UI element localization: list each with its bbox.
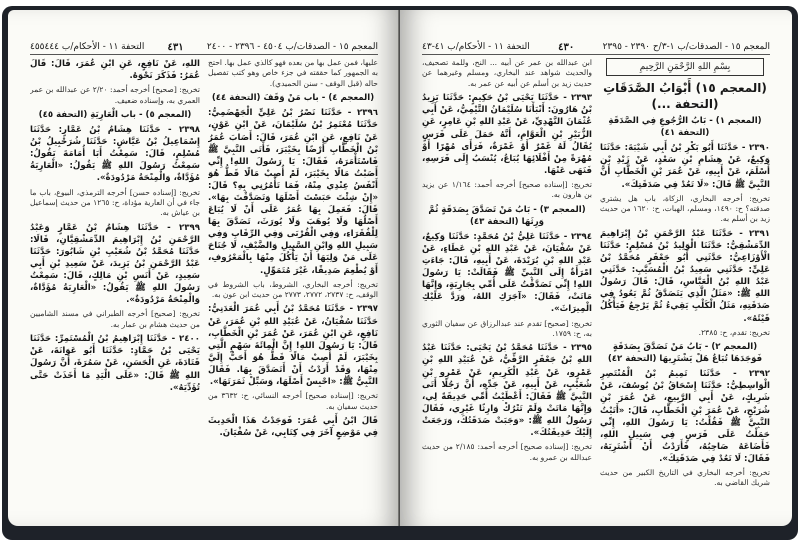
hadith-text: ٢٤٠٠ - حَدَّثَنَا إِبْرَاهِيمُ بْنُ الْمُسْتَمِرِّ: حَدَّثَنَا يَحْيَى بْنُ حَمَّادٍ: حَدَّثَنَا أَبُو عَوَانَةَ، عَنْ قَتَادَةَ، عَنِ الْحَسَنِ، عَنْ سَمُرَةَ، أَنَّ رَسُولَ اللهِ ﷺ قَالَ: «عَلَى الْيَدِ مَا أَخَذَتْ حَتَّى تُؤَدِّيَهُ».	[30, 334, 200, 393]
chapter-heading: (المعجم ٥) - باب الْعَارِيَةِ (التحفة ٤٥)	[38, 110, 192, 120]
hadith-text: ٢٣٩٨ - حَدَّثَنَا هِشَامُ بْنُ عَمَّارٍ: حَدَّثَنَا إِسْمَاعِيلُ بْنُ عَيَّاشٍ: حَدَّثَنَا شُرَحْبِيلُ بْنُ مُسْلِمٍ، قَالَ: سَمِعْتُ أَبَا أُمَامَةَ يَقُولُ: سَمِعْتُ رَسُولَ اللهِ ﷺ يَقُولُ: «الْعَارِيَةُ مُؤَدَّاةٌ، وَالْمِنْحَةُ مَرْدُودَةٌ».	[30, 125, 200, 184]
takhrij-note: تخريج: تقدم، ح: ٢٣٨٥.	[698, 327, 770, 337]
takhrij-note: تخريج: أخرجه البخاري، الشروط، باب الشروط في الوقف، ح: ٢٧٣٧، ٢٧٧٢، ٢٧٧٣ من حديث ابن عون به.	[208, 279, 378, 300]
right-header-left: التحفة ١١ - الأحكام/ب ٤١-٤٣	[422, 42, 530, 52]
takhrij-note: تخريج: [إسناده صحيح] أخرجه أحمد: ٢/١٨٥ من حديث عبدالله بن عمرو به.	[422, 442, 592, 462]
hadith-text: ٢٣٩٥ - حَدَّثَنَا مُحَمَّدُ بْنُ يَحْيَى: حَدَّثَنَا عَبْدُ اللهِ بْنُ جَعْفَرٍ الرَّقِّيُّ، عَنْ عُبَيْدِ اللهِ بْنِ عَمْرٍو، عَنْ عَبْدِ الْكَرِيمِ، عَنْ عَمْرِو بْنِ شُعَيْبٍ، عَنْ أَبِيهِ، عَنْ جَدِّهِ، أَنَّ رَجُلًا أَتَى النَّبِيَّ ﷺ فَقَالَ: أَعْطَيْتُ أُمِّي حَدِيقَةً لِي، وَإِنَّهَا مَاتَتْ وَلَمْ تَتْرُكْ وَارِثًا غَيْرِي، فَقَالَ رَسُولُ اللهِ ﷺ: «وَجَبَتْ صَدَقَتُكَ، وَرَجَعَتْ إِلَيْكَ حَدِيقَتُكَ».	[422, 343, 592, 438]
hadith-text: ٢٣٩١ - حَدَّثَنَا عَبْدُ الرَّحْمَنِ بْنُ إِبْرَاهِيمَ الدِّمَشْقِيُّ: حَدَّثَنَا الْوَلِيدُ بْنُ مُسْلِمٍ: حَدَّثَنَا الْأَوْزَاعِيُّ: حَدَّثَنِي أَبُو جَعْفَرٍ مُحَمَّدُ بْنُ عَلِيٍّ: حَدَّثَنِي سَعِيدُ بْنُ الْمُسَيَّبِ: حَدَّثَنِي عَبْدُ اللهِ بْنُ الْعَبَّاسِ، قَالَ: قَالَ رَسُولُ اللهِ ﷺ: «مَثَلُ الَّذِي يَتَصَدَّقُ ثُمَّ يَعُودُ فِي صَدَقَتِهِ، مَثَلُ الْكَلْبِ يَقِيءُ ثُمَّ يَرْجِعُ فَيَأْكُلُ قَيْئَهُ».	[600, 228, 770, 324]
hadith-text: اللهِ، عَنْ نَافِعٍ، عَنِ ابْنِ عُمَرَ، قَالَ: قَالَ عُمَرُ: فَذَكَرَ نَحْوَهُ.	[30, 59, 200, 82]
right-header-right: المعجم ١٥ - الصدقات/ب ١-٣/ح ٢٣٩٠ - ٢٣٩٥	[602, 42, 770, 52]
right-page-column-right	[600, 58, 770, 512]
chapter-heading: (المعجم ٤) - باب مَنْ وَقَفَ (التحفة ٤٤)	[211, 93, 375, 104]
takhrij-note: تخريج: [صحيح] أخرجه الطبراني في مسند الشاميين من حديث هشام بن عمار به.	[30, 309, 200, 329]
hadith-text: ٢٣٩٩ - حَدَّثَنَا هِشَامُ بْنُ عَمَّارٍ وَعَبْدُ الرَّحْمَنِ بْنُ إِبْرَاهِيمَ الدِّمَشْقِيَّانِ، قَالَا: حَدَّثَنَا مُحَمَّدُ بْنُ شُعَيْبِ بْنِ شَابُورَ: حَدَّثَنَا عَبْدُ الرَّحْمَنِ بْنُ يَزِيدَ، عَنْ سَعِيدِ بْنِ أَبِي سَعِيدٍ، عَنْ أَنَسِ بْنِ مَالِكٍ، قَالَ: سَمِعْتُ رَسُولَ اللهِ ﷺ يَقُولُ: «الْعَارِيَةُ مُؤَدَّاةٌ، وَالْمِنْحَةُ مَرْدُودَةٌ».	[30, 222, 200, 306]
right-page	[400, 10, 792, 526]
basmala-box: بِسْمِ اللهِ الرَّحْمَنِ الرَّحِيمِ	[606, 58, 764, 76]
hadith-text: ٢٣٩٢ - حَدَّثَنَا تَمِيمُ بْنُ الْمُنْتَصِرِ الْوَاسِطِيُّ: حَدَّثَنَا إِسْحَاقُ بْنُ يُوسُفَ، عَنْ شَرِيكٍ، عَنْ أَبِي الرَّبِيعِ، عَنْ عُمَرَ بْنِ شُرَيْحٍ، عَنْ عُمَرَ بْنِ الْخَطَّابِ، قَالَ: «أَتَيْتُ النَّبِيَّ ﷺ فَقُلْتُ: يَا رَسُولَ اللهِ، إِنِّي حَمَلْتُ عَلَى فَرَسٍ فِي سَبِيلِ اللهِ، فَأَضَاعَهُ صَاحِبُهُ، فَأَرَدْتُ أَنْ أَشْتَرِيَهُ، فَقَالَ: لَا تَعُدْ فِي صَدَقَتِكَ».	[600, 369, 770, 464]
left-header-right: المعجم ١٥ - الصدقات/ب ٤٥٠٤ - ٢٣٩٦ - ٢٤٠٠	[206, 42, 378, 52]
left-page-column-right	[208, 58, 378, 512]
chapter-heading: (المعجم ٣) - بَابُ مَنْ تَصَدَّقَ بِصَدَقَةٍ ثُمَّ وَرِثَهَا (التحفة ٤٣)	[428, 204, 586, 227]
hadith-text: ٢٣٩٠ - حَدَّثَنَا أَبُو بَكْرِ بْنُ أَبِي شَيْبَةَ: حَدَّثَنَا وَكِيعٌ، عَنْ هِشَامِ بْنِ سَعْدٍ، عَنْ زَيْدِ بْنِ أَسْلَمَ، عَنْ أَبِيهِ، عَنْ عُمَرَ بْنِ الْخَطَّابِ أَنَّ النَّبِيَّ ﷺ قَالَ: «لَا تَعُدْ فِي صَدَقَتِكَ».	[600, 143, 770, 190]
left-page	[8, 10, 400, 526]
takhrij-note: تخريج: [إسناده صحيح] أخرجه أحمد: ١/١٦٤ عن يزيد بن هارون به.	[422, 179, 592, 200]
paragraph: عليها، فمن عمل بها من بعده فهو كالذي عمل بها. احتج به الجمهور كما حققته في جزء خاص وهو كتب تفصيل حاله (قبل الوقف - سنن الحميدي).	[208, 58, 378, 88]
left-header-left: التحفة ١١ - الأحكام/ب ٤٥٥٤٤٤	[30, 42, 145, 52]
left-page-header	[30, 40, 378, 55]
right-page-number: ٤٣٠	[558, 41, 575, 53]
left-page-columns	[30, 58, 378, 512]
right-page-columns	[422, 58, 770, 512]
takhrij-note: تخريج: [إسناده حسن] أخرجه الترمذي، البيوع، باب ما جاء في أن العارية مؤداة، ح: ١٢٦٥ من حديث إسماعيل بن عياش به.	[30, 187, 200, 218]
hadith-text: ٢٣٩٣ - حَدَّثَنَا يَحْيَى بْنُ حَكِيمٍ: حَدَّثَنَا يَزِيدُ بْنُ هَارُونَ: أَنْبَأَنَا سُلَيْمَانُ التَّيْمِيُّ، عَنْ أَبِي عُثْمَانَ النَّهْدِيِّ، عَنْ عَبْدِ اللهِ بْنِ عَامِرٍ، عَنِ الزُّبَيْرِ بْنِ الْعَوَّامِ، أَنَّهُ حَمَلَ عَلَى فَرَسٍ يُقَالُ لَهُ غَمْرٌ أَوْ غَمْرَةٌ، فَرَأَى مُهْرًا أَوْ مُهْرَةً مِنْ أَفْلَائِهَا يُبَاعُ، يُنْسَبُ إِلَى فَرَسِهِ، فَنَهَى عَنْهَا.	[422, 93, 592, 176]
takhrij-note: تخريج: [إسناده صحيح] أخرجه النسائي، ح: ٣٦٣٢ من حديث سفيان به.	[208, 391, 378, 411]
takhrij-note: تخريج: [صحيح] أخرجه أحمد: ٢/٢٠ عن عبدالله بن عمر العمري به، وإسناده ضعيف.	[30, 85, 200, 105]
takhrij-note: تخريج: أخرجه البخاري في التاريخ الكبير من حديث شريك القاضي به.	[600, 467, 770, 488]
takhrij-note: تخريج: أخرجه البخاري، الزكاة، باب هل يشتري صدقته؟ ح: ١٤٩٠، ومسلم، الهبات، ح: ١٦٢٠ من حديث زيد بن أسلم به.	[600, 193, 770, 224]
book-title: (المعجم ١٥) أَبْوَابُ الصَّدَقَاتِ (التحفة ...)	[603, 81, 767, 112]
left-page-number: ٤٣١	[167, 41, 184, 53]
left-page-column-left	[30, 58, 200, 512]
chapter-heading: (المعجم ٢) - بَابُ مَنْ تَصَدَّقَ بِصَدَقَةٍ فَوَجَدَهَا تُبَاعُ هَلْ يَشْتَرِيهَا (التحفة ٤٢)	[607, 342, 763, 365]
right-page-header	[422, 40, 770, 55]
hadith-text: ٢٣٩٦ - حَدَّثَنَا نَصْرُ بْنُ عَلِيٍّ الْجَهْضَمِيُّ: حَدَّثَنَا مُعْتَمِرُ بْنُ سُلَيْمَانَ، عَنْ ابْنِ عَوْنٍ، عَنْ نَافِعٍ، عَنِ ابْنِ عُمَرَ، قَالَ: أَصَابَ عُمَرُ بْنُ الْخَطَّابِ أَرْضًا بِخَيْبَرَ، فَأَتَى النَّبِيَّ ﷺ فَاسْتَأْمَرَهُ، فَقَالَ: يَا رَسُولَ اللهِ! إِنِّي أَصَبْتُ مَالًا بِخَيْبَرَ، لَمْ أُصِبْ مَالًا قَطُّ هُوَ أَنْفَسُ عِنْدِي مِنْهُ، فَمَا تَأْمُرُنِي بِهِ؟ قَالَ: «إِنْ شِئْتَ حَبَسْتَ أَصْلَهَا وَتَصَدَّقْتَ بِهَا». قَالَ: فَعَمِلَ بِهَا عُمَرُ عَلَى أَنْ لَا يُبَاعَ أَصْلُهَا وَلَا يُوهَبَ وَلَا يُورَثَ، تَصَدَّقَ بِهَا لِلْفُقَرَاءِ، وَفِي الْقُرْبَى وَفِي الرِّقَابِ وَفِي سَبِيلِ اللهِ وَابْنِ السَّبِيلِ وَالضَّيْفِ، لَا جُنَاحَ عَلَى مَنْ وَلِيَهَا أَنْ يَأْكُلَ مِنْهَا بِالْمَعْرُوفِ، أَوْ يُطْعِمَ صَدِيقًا، غَيْرَ مُتَمَوِّلٍ.	[208, 108, 378, 276]
right-page-column-left	[422, 58, 592, 512]
chapter-heading: (المعجم ١) - بَابُ الرُّجُوعِ فِي الصَّدَقَةِ (التحفة ٤١)	[608, 116, 762, 139]
takhrij-note: تخريج: [صحيح] تقدم عند عبدالرزاق عن سفيان الثوري به، ح: ١٧٥٩.	[422, 318, 592, 338]
hadith-text: ٢٣٩٧ - حَدَّثَنَا مُحَمَّدُ بْنُ أَبِي عُمَرَ الْعَدَنِيُّ: حَدَّثَنَا سُفْيَانُ، عَنْ عُبَيْدِ اللهِ بْنِ عُمَرَ، عَنْ نَافِعٍ، عَنِ ابْنِ عُمَرَ، عَنْ عُمَرَ بْنِ الْخَطَّابِ، قَالَ: يَا رَسُولَ اللهِ! إِنَّ الْمِائَةَ سَهْمٍ الَّتِي بِخَيْبَرَ، لَمْ أُصِبْ مَالًا قَطُّ هُوَ أَحَبُّ إِلَيَّ مِنْهَا، وَقَدْ أَرَدْتُ أَنْ أَتَصَدَّقَ بِهَا. فَقَالَ النَّبِيُّ ﷺ: «احْبِسْ أَصْلَهَا، وَسَبِّلْ ثَمَرَتَهَا».	[208, 304, 378, 387]
hadith-text: ٢٣٩٤ - حَدَّثَنَا عَلِيُّ بْنُ مُحَمَّدٍ: حَدَّثَنَا وَكِيعٌ، عَنْ سُفْيَانَ، عَنْ عَبْدِ اللهِ بْنِ عَطَاءٍ، عَنْ عَبْدِ اللهِ بْنِ بُرَيْدَةَ، عَنْ أَبِيهِ، قَالَ: جَاءَتِ امْرَأَةٌ إِلَى النَّبِيِّ ﷺ فَقَالَتْ: يَا رَسُولَ اللهِ! إِنِّي تَصَدَّقْتُ عَلَى أُمِّي بِجَارِيَةٍ، وَإِنَّهَا مَاتَتْ، فَقَالَ: «آجَرَكِ اللهُ، وَرَدَّ عَلَيْكِ الْمِيرَاثَ».	[422, 231, 592, 315]
hadith-text: قَالَ ابْنُ أَبِي عُمَرَ: فَوَجَدْتُ هَذَا الْحَدِيثَ فِي مَوْضِعٍ آخَرَ فِي كِتَابِي، عَنْ سُفْيَانَ.	[208, 415, 378, 438]
takhrij-note: ابن عبدالله بن عمر عن أبيه ... النح، وللمة تصحيف، والحديث شواهد عند البخاري، ومسلم وغيرهما عن حديث زيد بن أسلم عن أبيه عن عمر به.	[422, 58, 592, 88]
